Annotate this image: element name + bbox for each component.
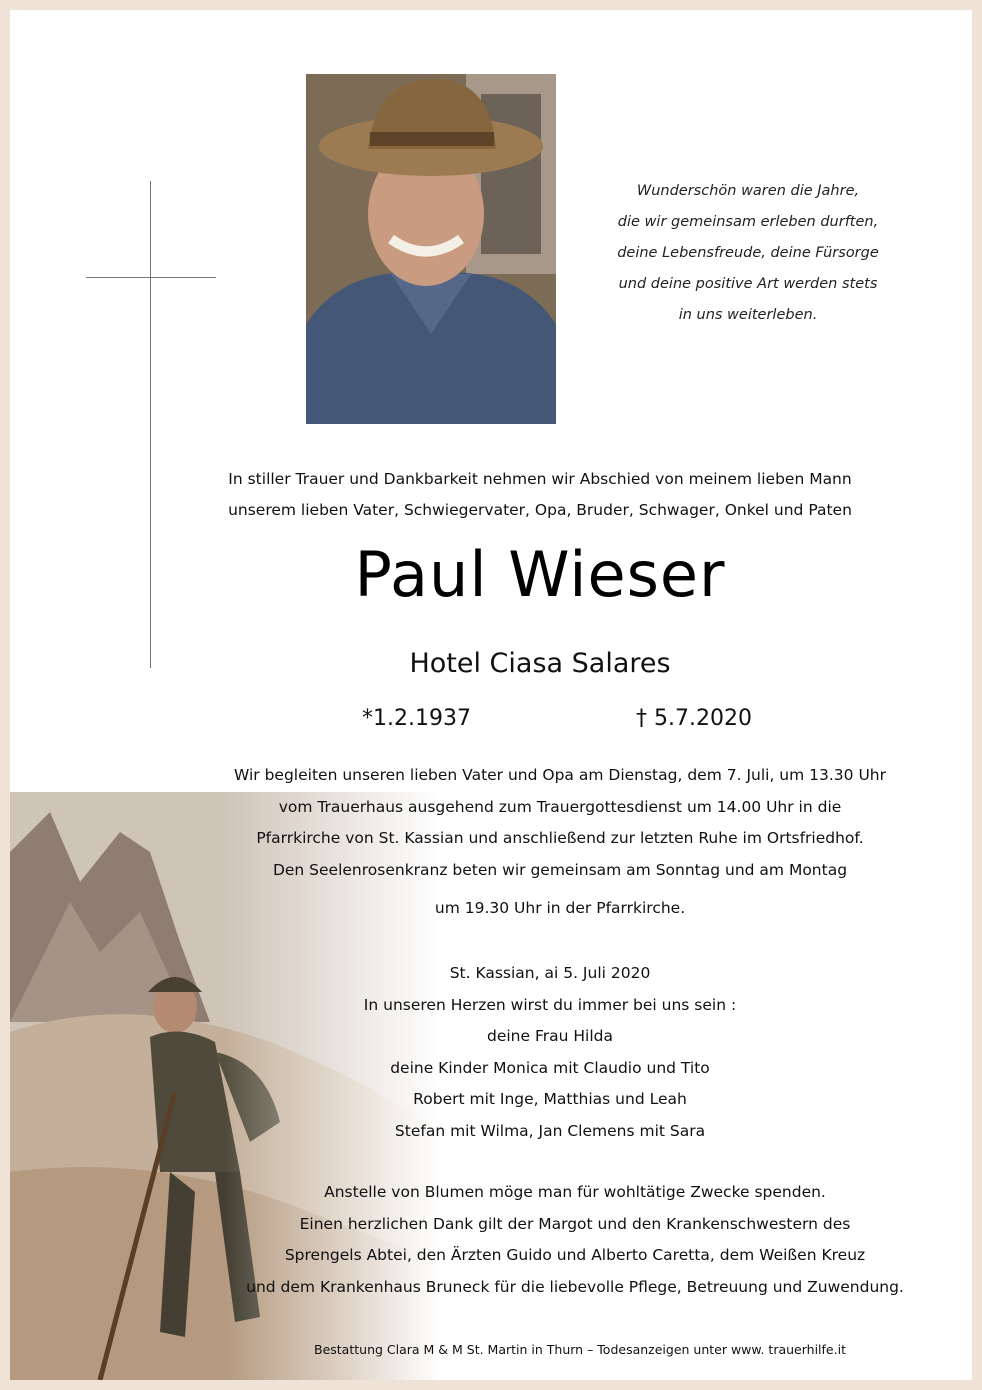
family-line: deine Frau Hilda (487, 1027, 613, 1045)
deceased-affiliation: Hotel Ciasa Salares (409, 648, 671, 679)
family-line: In unseren Herzen wirst du immer bei uns sein : (363, 995, 737, 1014)
thanks-text (195, 1177, 955, 1303)
service-line: Wir begleiten unseren lieben Vater und Opa am Dienstag, dem 7. Juli, um 13.30 Uhr (234, 766, 886, 784)
family-line: Robert mit Inge, Matthias und Leah (413, 1090, 687, 1108)
thanks-line: Sprengels Abtei, den Ärzten Guido und Alberto Caretta, dem Weißen Kreuz (284, 1246, 866, 1264)
quote-line: die wir gemeinsam erleben durften, (617, 214, 879, 230)
quote-line: in uns weiterleben. (678, 307, 818, 323)
service-line: Den Seelenrosenkranz beten wir gemeinsam am Sonntag und am Montag (272, 860, 848, 879)
obituary-page (10, 10, 972, 1380)
intro-line: In stiller Trauer und Dankbarkeit nehmen wir Abschied von meinem lieben Mann (228, 470, 852, 488)
intro-line: unserem lieben Vater, Schwiegervater, Opa, Bruder, Schwager, Onkel und Paten (228, 501, 852, 519)
memorial-quote (588, 176, 908, 331)
quote-line: und deine positive Art werden stets (618, 276, 878, 292)
cross-icon-horizontal (86, 277, 216, 278)
birth-date: *1.2.1937 (362, 706, 471, 731)
death-date: † 5.7.2020 (636, 706, 752, 731)
funeral-home-footer: Bestattung Clara M & M St. Martin in Thurn – Todesanzeigen unter www. trauerhilfe.it (314, 1342, 846, 1357)
intro-text (160, 464, 920, 526)
thanks-line: Einen herzlichen Dank gilt der Margot und den Krankenschwestern des (299, 1214, 851, 1233)
service-details (180, 760, 940, 925)
quote-line: Wunderschön waren die Jahre, (636, 183, 860, 199)
service-line: Pfarrkirche von St. Kassian und anschließend zur letzten Ruhe im Ortsfriedhof. (256, 829, 864, 847)
service-line: vom Trauerhaus ausgehend zum Trauergottesdienst um 14.00 Uhr in die (278, 797, 842, 816)
portrait-photo (306, 74, 556, 424)
quote-line: deine Lebensfreude, deine Fürsorge (617, 245, 879, 261)
family-line: Stefan mit Wilma, Jan Clemens mit Sara (394, 1121, 706, 1140)
family-line: St. Kassian, ai 5. Juli 2020 (449, 964, 651, 982)
family-line: deine Kinder Monica mit Claudio und Tito (390, 1058, 710, 1077)
thanks-line: und dem Krankenhaus Bruneck für die liebevolle Pflege, Betreuung und Zuwendung. (246, 1277, 904, 1296)
cross-icon-vertical (150, 181, 151, 668)
service-line: um 19.30 Uhr in der Pfarrkirche. (434, 899, 686, 917)
thanks-line: Anstelle von Blumen möge man für wohltätige Zwecke spenden. (324, 1183, 826, 1201)
family-list (270, 958, 830, 1147)
deceased-name: Paul Wieser (354, 538, 726, 611)
